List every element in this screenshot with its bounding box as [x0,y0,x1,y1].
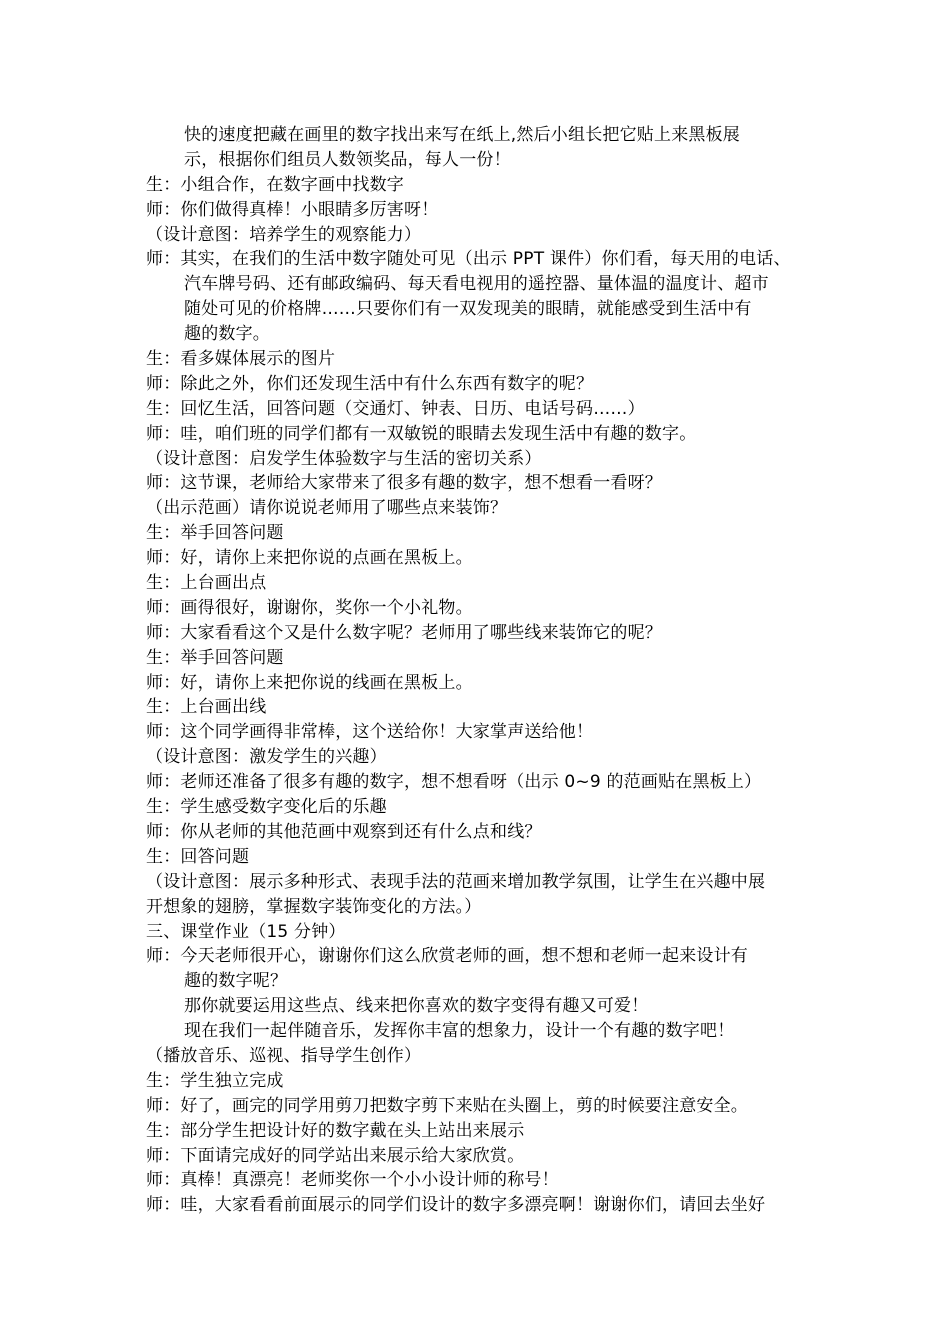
text-line: 师：今天老师很开心，谢谢你们这么欣赏老师的画，想不想和老师一起来设计有 [146,946,748,967]
text-line: 师：哇，大家看看前面展示的同学们设计的数字多漂亮啊！谢谢你们，请回去坐好 [146,1195,766,1216]
text-line: （设计意图：启发学生体验数字与生活的密切关系） [146,448,542,469]
text-line: 生：学生独立完成 [146,1070,284,1091]
text-line: 三、课堂作业（15 分钟） [146,921,346,942]
text-line: 师：好，请你上来把你说的线画在黑板上。 [146,672,473,693]
text-line: 师：这节课，老师给大家带来了很多有趣的数字，想不想看一看呀？ [146,473,662,494]
text-line: 趣的数字。 [184,324,270,345]
text-line: 生：回答问题 [146,846,250,867]
text-line: 师：下面请完成好的同学站出来展示给大家欣赏。 [146,1145,525,1166]
text-line: 生：小组合作，在数字画中找数字 [146,174,404,195]
text-line: 师：真棒！真漂亮！老师奖你一个小小设计师的称号！ [146,1170,559,1191]
text-line: 现在我们一起伴随音乐，发挥你丰富的想象力，设计一个有趣的数字吧！ [184,1021,735,1042]
text-line: 生：学生感受数字变化后的乐趣 [146,797,387,818]
text-line: 师：其实，在我们的生活中数字随处可见（出示 PPT 课件）你们看，每天用的电话、 [146,249,791,270]
text-line: 生：举手回答问题 [146,647,284,668]
text-line: 师：画得很好，谢谢你，奖你一个小礼物。 [146,597,473,618]
lesson-transcript-body [146,123,816,1218]
text-line: （设计意图：培养学生的观察能力） [146,224,422,245]
text-line: 师：哇，咱们班的同学们都有一双敏锐的眼睛去发现生活中有趣的数字。 [146,423,697,444]
text-line: 师：好，请你上来把你说的点画在黑板上。 [146,548,473,569]
text-line: 趣的数字呢？ [184,971,288,992]
text-line: 师：大家看看这个又是什么数字呢？老师用了哪些线来装饰它的呢？ [146,622,662,643]
text-line: 开想象的翅膀，掌握数字装饰变化的方法。） [146,896,482,917]
text-line: 师：老师还准备了很多有趣的数字，想不想看呀（出示 0~9 的范画贴在黑板上） [146,772,762,793]
text-line: （设计意图：展示多种形式、表现手法的范画来增加教学氛围，让学生在兴趣中展 [146,871,766,892]
text-line: （设计意图：激发学生的兴趣） [146,747,387,768]
text-line: 师：你从老师的其他范画中观察到还有什么点和线？ [146,821,542,842]
text-line: 汽车牌号码、还有邮政编码、每天看电视用的遥控器、量体温的温度计、超市 [184,274,769,295]
text-line: 快的速度把藏在画里的数字找出来写在纸上,然后小组长把它贴上来黑板展 [184,125,741,145]
text-line: 生：看多媒体展示的图片 [146,349,336,370]
text-line: 师：好了，画完的同学用剪刀把数字剪下来贴在头圈上，剪的时候要注意安全。 [146,1095,748,1116]
text-line: 师：你们做得真棒！小眼睛多厉害呀！ [146,199,439,220]
text-line: 生：回忆生活，回答问题（交通灯、钟表、日历、电话号码……） [146,398,645,419]
text-line: （播放音乐、巡视、指导学生创作） [146,1045,422,1066]
text-line: 随处可见的价格牌……只要你们有一双发现美的眼睛，就能感受到生活中有 [184,299,752,320]
text-line: （出示范画）请你说说老师用了哪些点来装饰？ [146,498,508,519]
text-line: 师：这个同学画得非常棒，这个送给你！大家掌声送给他！ [146,722,594,743]
text-line: 示，根据你们组员人数领奖品，每人一份！ [184,149,511,170]
text-line: 那你就要运用这些点、线来把你喜欢的数字变得有趣又可爱！ [184,996,649,1017]
text-line: 生：上台画出线 [146,697,267,718]
text-line: 生：上台画出点 [146,573,267,594]
text-line: 生：部分学生把设计好的数字戴在头上站出来展示 [146,1120,525,1141]
text-line: 师：除此之外，你们还发现生活中有什么东西有数字的呢？ [146,373,594,394]
text-line: 生：举手回答问题 [146,523,284,544]
